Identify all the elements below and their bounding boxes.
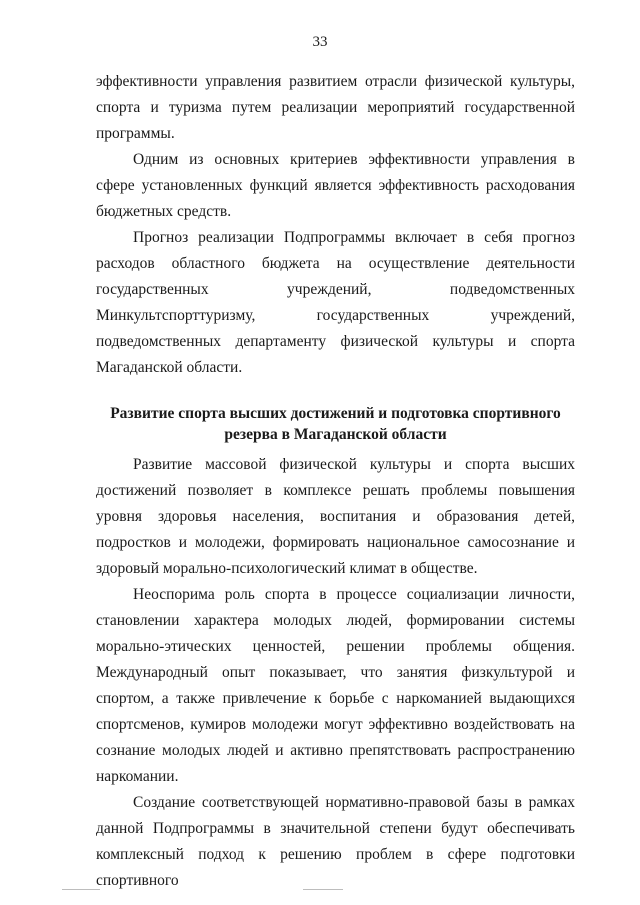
section-heading-line-2: резерва в Магаданской области <box>224 426 447 443</box>
intro-paragraph-3: Прогноз реализации Подпрограммы включает в себя прогноз расходов областного бюджета на осуществление деятельности государственных учреждений, подведомственных Минкультспорттуризму, государственных учреждений, подведомственных департаменту физической культуры и спорта Магаданской области. <box>96 229 575 376</box>
intro-paragraph-1: эффективности управления развитием отрасли физической культуры, спорта и туризма путем реализации мероприятий государственной программы. <box>96 73 575 142</box>
bottom-scan-mark-left <box>62 889 100 890</box>
section-paragraph-1: Развитие массовой физической культуры и спорта высших достижений позволяет в комплексе решать проблемы повышения уровня здоровья населения, воспитания и образования детей, подростков и молодежи, формировать национальное самосознание и здоровый морально-психологический климат в обществе. <box>96 456 575 577</box>
section-heading-line-1: Развитие спорта высших достижений и подготовка спортивного <box>110 405 561 422</box>
bottom-scan-mark-right <box>303 889 343 890</box>
section-heading <box>96 403 575 445</box>
intro-paragraph-2: Одним из основных критериев эффективности управления в сфере установленных функций является эффективность расходования бюджетных средств. <box>96 151 575 220</box>
section-paragraph-3: Создание соответствующей нормативно-правовой базы в рамках данной Подпрограммы в значительной степени будут обеспечивать комплексный подход к решению проблем в сфере подготовки спортивного <box>96 794 575 889</box>
section-paragraph-2: Неоспорима роль спорта в процессе социализации личности, становлении характера молодых людей, формировании системы морально-этических ценностей, решении проблемы общения. Международный опыт показывает, что занятия физкультурой и спортом, а также привлечение к борьбе с наркоманией выдающихся спортсменов, кумиров молодежи могут эффективно воздействовать на сознание молодых людей и активно препятствовать распространению наркомании. <box>96 586 575 785</box>
page-number: 33 <box>312 34 328 50</box>
section-text-block <box>96 452 575 894</box>
intro-text-block <box>96 69 575 381</box>
